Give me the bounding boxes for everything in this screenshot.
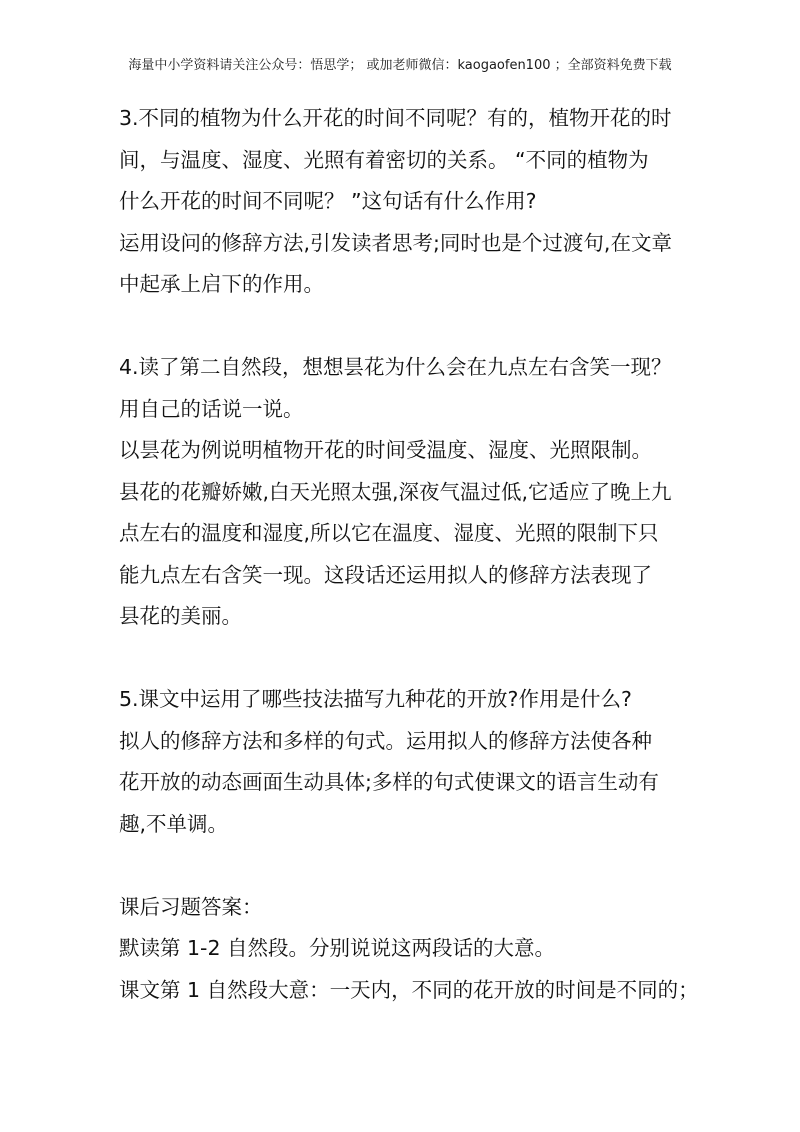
question-3-line: 3.不同的植物为什么开花的时间不同呢？有的，植物开花的时 [119, 106, 672, 130]
paragraph-gap [119, 638, 699, 680]
answer-4-line: 能九点左右含笑一现。这段话还运用拟人的修辞方法表现了 [119, 562, 652, 587]
paragraph-gap [119, 845, 699, 887]
document-body [119, 98, 699, 1011]
answer-4-line: 以昙花为例说明植物开花的时间受温度、湿度、光照限制。 [119, 438, 652, 462]
exercise-answers-block [119, 887, 699, 1012]
question-3-block [119, 98, 699, 306]
answer-5-line: 花开放的动态画面生动具体;多样的句式使课文的语言生动有 [119, 770, 659, 794]
answer-5-line: 拟人的修辞方法和多样的句式。运用拟人的修辞方法使各种 [119, 728, 652, 753]
exercise-line: 课文第 1 自然段大意：一天内，不同的花开放的时间是不同的； [119, 977, 699, 1002]
page-header: 海量中小学资料请关注公众号：悟思学； 或加老师微信：kaogaofen100 ；全部资料免费下载 [128, 58, 672, 73]
exercise-line: 默读第 1-2 自然段。分别说说这两段话的大意。 [119, 936, 556, 960]
question-5-line: 5.课文中运用了哪些技法描写九种花的开放?作用是什么? [119, 687, 632, 711]
paragraph-gap [119, 306, 699, 348]
answer-4-line: 点左右的温度和湿度,所以它在温度、湿度、光照的限制下只 [119, 521, 659, 545]
question-5-block [119, 679, 699, 845]
question-3-line: 什么开花的时间不同呢？ ”这句话有什么作用? [119, 189, 537, 213]
question-4-line: 用自己的话说一说。 [119, 396, 304, 421]
answer-3-line: 运用设问的修辞方法,引发读者思考;同时也是个过渡句,在文章 [119, 230, 672, 255]
answer-5-line: 趣,不单调。 [119, 811, 229, 836]
answer-3-line: 中起承上启下的作用。 [119, 272, 324, 296]
question-4-line: 4.读了第二自然段，想想昙花为什么会在九点左右含笑一现？ [119, 355, 672, 379]
question-4-block [119, 347, 699, 638]
exercise-heading: 课后习题答案： [119, 894, 263, 919]
answer-4-line: 县花的花瓣娇嫩,白天光照太强,深夜气温过低,它适应了晚上九 [119, 479, 672, 504]
answer-4-line: 县花的美丽。 [119, 604, 242, 628]
question-3-line: 间，与温度、湿度、光照有着密切的关系。 “不同的植物为 [119, 147, 649, 172]
